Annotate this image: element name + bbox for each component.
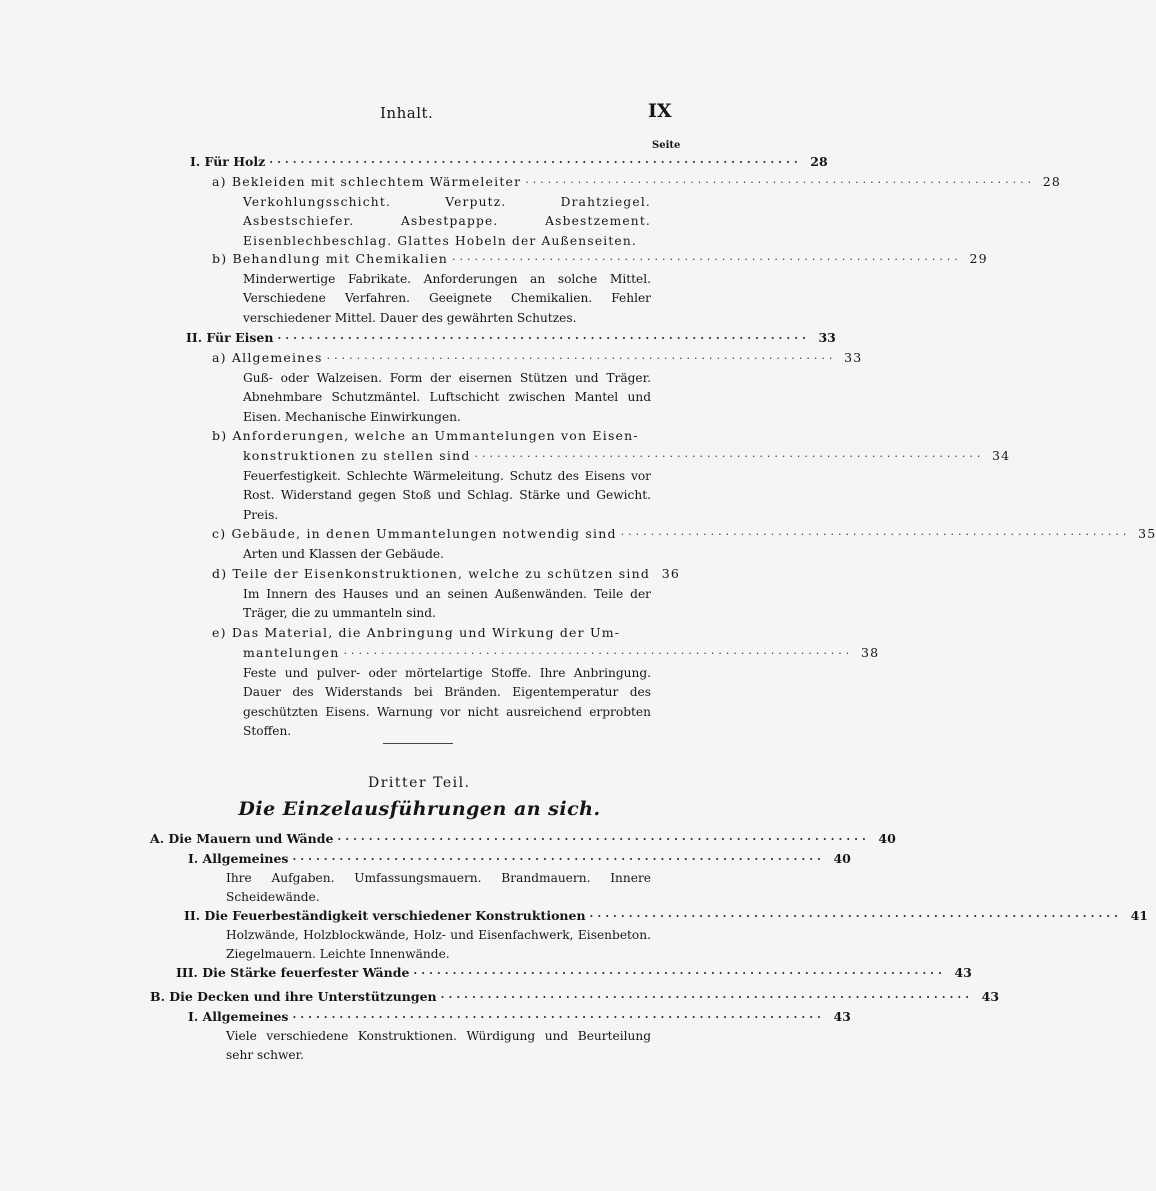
toc-entry-label: II. Die Feuerbeständigkeit verschiedener Konstruktionen xyxy=(184,908,586,923)
toc-entry-description: Arten und Klassen der Gebäude. xyxy=(243,547,445,561)
toc-entry-anforderungen-line1: b) Anforderungen, welche an Ummantelungen von Eisen- xyxy=(212,428,639,443)
toc-entry-anforderungen-line2: konstruktionen zu stellen sind ···································································· 34 xyxy=(243,446,658,466)
toc-entry-fuer-eisen: II. Für Eisen ···································································· 33 xyxy=(186,328,658,348)
toc-entry-label: a) Allgemeines xyxy=(212,350,323,365)
toc-entry-label: d) Teile der Eisenkonstruktionen, welche zu schützen sind xyxy=(212,566,651,581)
section-divider xyxy=(383,743,453,744)
toc-entry-bekleiden: a) Bekleiden mit schlechtem Wärmeleiter ···································································· 28 xyxy=(212,172,658,192)
toc-entry-label: III. Die Stärke feuerfester Wände xyxy=(176,965,410,980)
toc-entry-description: Feuerfestigkeit. Schlechte Wärmeleitung. Schutz des Eisens vor Rost. Widerstand gegen Stoß und Schlag. Stärke und Gewicht. Preis. xyxy=(243,469,651,522)
toc-entry-description: Feste und pulver- oder mörtelartige Stoffe. Ihre Anbringung. Dauer des Widerstands bei Bränden. Eigentemperatur des geschützten Eisens. Warnung vor nicht ausreichend erprobten Stoffen. xyxy=(243,666,651,739)
toc-entry-page: 43 xyxy=(954,965,972,980)
toc-entry-staerke: III. Die Stärke feuerfester Wände ···································································· 43 xyxy=(176,963,658,983)
toc-entry-description: Guß- oder Walzeisen. Form der eisernen Stützen und Träger. Abnehmbare Schutzmäntel. Luftschicht zwischen Mantel und Eisen. Mechanische Einwirkungen. xyxy=(243,371,651,424)
toc-entry-label: I. Für Holz xyxy=(190,154,266,169)
toc-entry-label: B. Die Decken und ihre Unterstützungen xyxy=(150,989,437,1004)
toc-entry-decken: B. Die Decken und ihre Unterstützungen ···································································· 43 xyxy=(150,987,658,1007)
toc-entry-label: b) Behandlung mit Chemikalien xyxy=(212,251,449,266)
toc-entry-page: 34 xyxy=(992,448,1011,463)
toc-entry-gebaeude: c) Gebäude, in denen Ummantelungen notwendig sind ···································································· 35 xyxy=(212,524,658,544)
toc-entry-fuer-holz: I. Für Holz ···································································· 28 xyxy=(190,152,658,172)
toc-entry-page: 33 xyxy=(844,350,863,365)
toc-entry-description: Ihre Aufgaben. Umfassungsmauern. Brandmauern. Innere Scheidewände. xyxy=(226,871,651,905)
toc-entry-page: 43 xyxy=(833,1009,851,1024)
toc-entry-label: A. Die Mauern und Wände xyxy=(150,831,334,846)
toc-entry-feuerbestaendigkeit: II. Die Feuerbeständigkeit verschiedener Konstruktionen ···································································· 41 xyxy=(184,906,658,926)
toc-entry-description: Im Innern des Hauses und an seinen Außenwänden. Teile der Träger, die zu ummanteln sind. xyxy=(243,587,651,621)
toc-entry-mauern: A. Die Mauern und Wände ···································································· 40 xyxy=(150,829,658,849)
toc-entry-page: 41 xyxy=(1130,908,1148,923)
toc-entry-label: I. Allgemeines xyxy=(188,1009,289,1024)
toc-entry-description: Holzwände, Holzblockwände, Holz- und Eisenfachwerk, Eisenbeton. Ziegelmauern. Leichte Innenwände. xyxy=(226,928,651,962)
toc-entry-page: 29 xyxy=(969,251,988,266)
toc-entry-material-line1: e) Das Material, die Anbringung und Wirkung der Um- xyxy=(212,625,621,640)
toc-entry-page: 28 xyxy=(810,154,828,169)
toc-entry-page: 28 xyxy=(1042,174,1062,189)
toc-entry-label: a) Bekleiden mit schlechtem Wärmeleiter xyxy=(212,174,522,189)
toc-entry-page: 40 xyxy=(878,831,896,846)
part-heading: Dritter Teil. xyxy=(368,775,471,791)
toc-entry-page: 36 xyxy=(661,566,681,581)
toc-entry-label: I. Allgemeines xyxy=(188,851,289,866)
seite-column-label: Seite xyxy=(652,140,681,151)
toc-entry-allgemeines-a: I. Allgemeines ···································································· 40 xyxy=(188,849,658,869)
toc-entry-description: Verkohlungsschicht. Verputz. Drahtziegel. Asbestschiefer. Asbestpappe. Asbestzement. Eisenblechbeschlag. Glattes Hobeln der Außenseiten. xyxy=(243,195,651,248)
toc-entry-allgemeines: a) Allgemeines ···································································· 33 xyxy=(212,348,658,368)
toc-entry-label: mantelungen xyxy=(243,645,340,660)
toc-entry-page: 43 xyxy=(981,989,1000,1004)
toc-entry-description: Minderwertige Fabrikate. Anforderungen an solche Mittel. Verschiedene Verfahren. Geeignete Chemikalien. Fehler verschiedener Mittel. Dauer des gewährten Schutzes. xyxy=(243,272,651,325)
toc-entry-page: 35 xyxy=(1138,526,1156,541)
toc-entry-label: konstruktionen zu stellen sind xyxy=(243,448,471,463)
toc-entry-page: 33 xyxy=(818,330,836,345)
toc-entry-label: c) Gebäude, in denen Ummantelungen notwendig sind xyxy=(212,526,617,541)
toc-entry-teile xyxy=(212,564,681,584)
toc-entry-allgemeines-b: I. Allgemeines ···································································· 43 xyxy=(188,1007,658,1027)
toc-entry-label: II. Für Eisen xyxy=(186,330,274,345)
toc-entry-page: 40 xyxy=(833,851,851,866)
toc-entry-page: 38 xyxy=(861,645,880,660)
toc-entry-description: Viele verschiedene Konstruktionen. Würdigung und Beurteilung sehr schwer. xyxy=(226,1029,651,1063)
page-header-title: Inhalt. xyxy=(380,104,434,122)
toc-entry-behandlung: b) Behandlung mit Chemikalien ···································································· 29 xyxy=(212,249,658,269)
part-title: Die Einzelausführungen an sich. xyxy=(238,798,601,820)
toc-entry-material-line2: mantelungen ···································································· 38 xyxy=(243,643,658,663)
page-number: IX xyxy=(648,100,672,122)
